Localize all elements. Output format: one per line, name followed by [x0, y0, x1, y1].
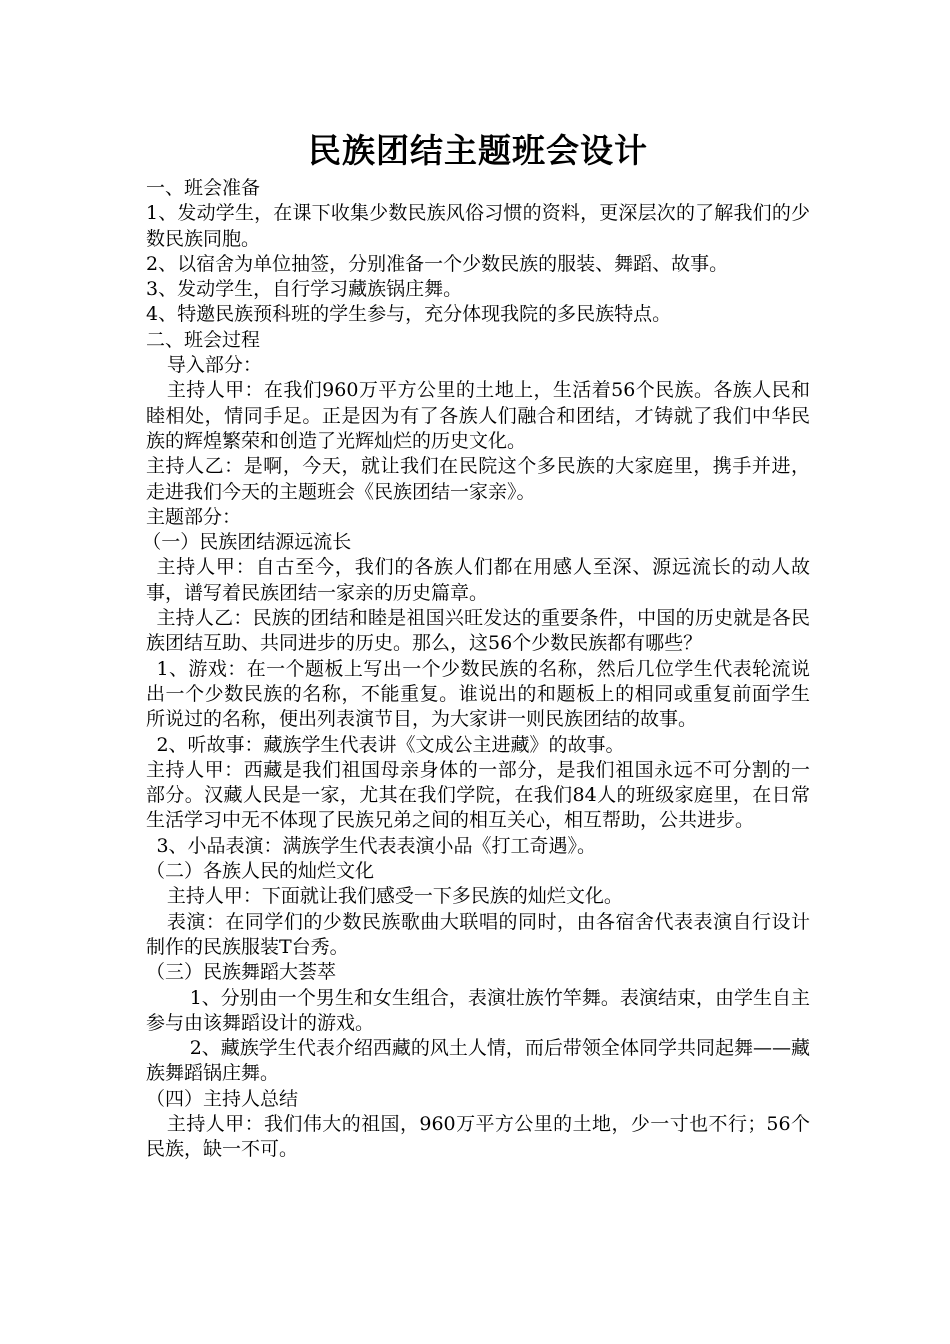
paragraph-performance: 表演：在同学们的少数民族歌曲大联唱的同时，由各宿舍代表表演自行设计制作的民族服装T台秀。 — [146, 910, 810, 958]
paragraph-prep-1: 1、发动学生，在课下收集少数民族风俗习惯的资料，更深层次的了解我们的少数民族同胞。 — [146, 202, 810, 250]
subheading-part-4: （四）主持人总结 — [146, 1087, 299, 1110]
paragraph-game: 1、游戏：在一个题板上写出一个少数民族的名称，然后几位学生代表轮流说出一个少数民族的名称，不能重复。谁说出的和题板上的相同或重复前面学生所说过的名称，便出列表演节目，为大家讲一则民族团结的故事。 — [146, 657, 810, 731]
subheading-part-1: （一）民族团结源远流长 — [142, 531, 352, 554]
subheading-part-2: （二）各族人民的灿烂文化 — [146, 860, 375, 883]
paragraph-host-a-part-1: 主持人甲：自古至今，我们的各族人们都在用感人至深、源远流长的动人故事，谱写着民族团结一家亲的历史篇章。 — [146, 556, 810, 604]
section-heading-preparation: 一、班会准备 — [146, 177, 261, 199]
paragraph-prep-4: 4、特邀民族预科班的学生参与，充分体现我院的多民族特点。 — [146, 303, 672, 326]
paragraph-host-a-summary: 主持人甲：我们伟大的祖国，960万平方公里的土地，少一寸也不行；56个民族，缺一不可。 — [146, 1112, 810, 1161]
paragraph-host-b-intro: 主持人乙：是啊，今天，就让我们在民院这个多民族的大家庭里，携手并进，走进我们今天的主题班会《民族团结一家亲》。 — [146, 455, 810, 503]
paragraph-dance-1: 1、分别由一个男生和女生组合，表演壮族竹竿舞。表演结束，由学生自主参与由该舞蹈设计的游戏。 — [146, 986, 810, 1034]
section-heading-process: 二、班会过程 — [146, 328, 261, 351]
paragraph-prep-2: 2、以宿舍为单位抽签，分别准备一个少数民族的服装、舞蹈、故事。 — [146, 252, 729, 275]
subheading-theme: 主题部分： — [146, 505, 242, 528]
paragraph-prep-3: 3、发动学生，自行学习藏族锅庄舞。 — [146, 278, 463, 301]
paragraph-dance-2: 2、藏族学生代表介绍西藏的风土人情，而后带领全体同学共同起舞——藏族舞蹈锅庄舞。 — [146, 1037, 810, 1085]
subheading-intro: 导入部分： — [166, 354, 262, 377]
paragraph-host-a-intro: 主持人甲：在我们960万平方公里的土地上，生活着56个民族。各族人民和睦相处，情同手足。正是因为有了各族人们融合和团结，才铸就了我们中华民族的辉煌繁荣和创造了光辉灿烂的历史文化。 — [146, 379, 810, 452]
document-title: 民族团结主题班会设计 — [308, 131, 648, 170]
paragraph-host-a-part-2: 主持人甲：下面就让我们感受一下多民族的灿烂文化。 — [166, 885, 623, 908]
document-page — [142, 128, 810, 1163]
paragraph-host-a-tibet: 主持人甲：西藏是我们祖国母亲身体的一部分，是我们祖国永远不可分割的一部分。汉藏人民是一家，尤其在我们学院，在我们84人的班级家庭里，在日常生活学习中无不体现了民族兄弟之间的相互关心，相互帮助，公共进步。 — [146, 758, 810, 832]
paragraph-host-b-part-1: 主持人乙：民族的团结和睦是祖国兴旺发达的重要条件，中国的历史就是各民族团结互助、共同进步的历史。那么，这56个少数民族都有哪些？ — [146, 607, 810, 655]
subheading-part-3: （三）民族舞蹈大荟萃 — [146, 961, 337, 984]
paragraph-sketch: 3、小品表演：满族学生代表表演小品《打工奇遇》。 — [156, 834, 597, 857]
paragraph-story: 2、听故事：藏族学生代表讲《文成公主进藏》的故事。 — [156, 733, 625, 756]
